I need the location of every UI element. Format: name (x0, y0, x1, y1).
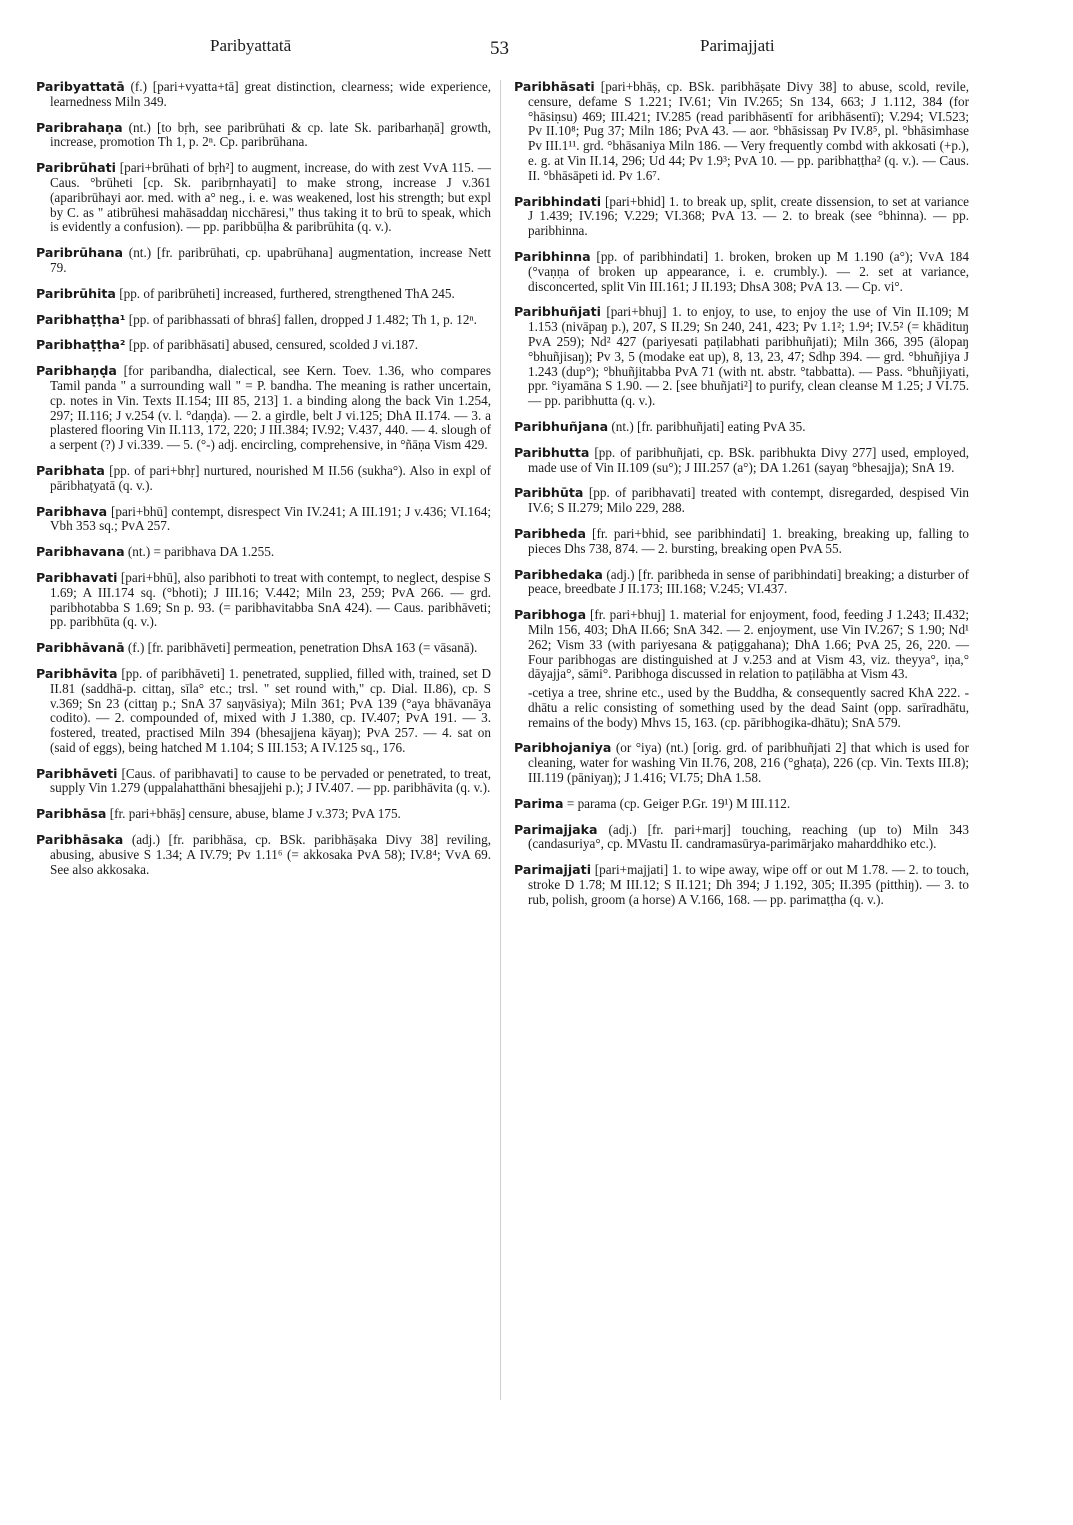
entry-body: [pp. of paribhavati] treated with contempt, disregarded, despised Vin IV.6; S II.279; Milo 229, 288. (528, 485, 969, 516)
entry-headword: Paribyattatā (36, 79, 125, 94)
entry-body: (f.) [fr. paribhāveti] permeation, penetration DhsA 163 (= vāsanā). (124, 640, 478, 656)
dictionary-entry (36, 80, 491, 110)
entry-headword: Paribhuñjati (514, 304, 601, 320)
entry-body: [for paribandha, dialectical, see Kern. Toev. 1.36, who compares Tamil panda " a surrounding wall " = P. bandha. The meaning is rather uncertain, cp. notes in Vin. Texts II.154; III 85, 213] 1. a binding along the back Vin 1.254, 297; II.116; J v.254 (v. l. °daṇḍa). — 2. a girdle, belt J vi.125; DhA II.174. — 3. a plastered flooring Vin II.113, 172, 220; J III.384; IV.92; V.437, 440. — 4. slough of a serpent (?) J vi.339. — 5. (°-) adj. encircling, comprehensive, in °ñāṇa Vism 429. (50, 363, 491, 453)
entry-body: (adj.) [fr. paribheda in sense of paribhindati] breaking; a disturber of peace, breedbate J II.173; III.168; V.245; VI.437. (528, 566, 969, 597)
dictionary-entry (514, 863, 969, 907)
dictionary-entry (514, 250, 969, 294)
entry-body: (or °iya) (nt.) [orig. grd. of paribhuñjati 2] that which is used for cleaning, water for washing Vin II.76, 208, 216 (°ghaṭa), 226 (cp. Vin. Texts III.8); III.119 (pāniyaŋ); J 1.416; VI.75; DhA 1.58. (528, 740, 969, 786)
entry-headword: Paribhāvita (36, 665, 118, 681)
entry-body: [pari+bhū], also paribhoti to treat with contempt, to neglect, despise S 1.69; A III.174 sq. (°bhoti); J III.16; V.442; Miln 23, 259; PvA 266. — grd. paribhotabba S 1.69; Sn p. 93. (= paribhavitabba SnA 424). — Caus. paribhāveti; pp. paribhūta (q. v.). (50, 569, 491, 630)
dictionary-entry (36, 641, 491, 656)
entry-body: [pp. of paribhindati] 1. broken, broken up M 1.190 (a°); VvA 184 (°vaṇṇa of broken up appearance, i. e. crumbly.). — 2. set at variance, disconcerted, split Vin III.161; J II.193; DhsA 308; PvA 13. — Cp. vi°. (528, 248, 969, 294)
entry-headword: Paribhāveti (36, 765, 118, 781)
dictionary-entry (514, 305, 969, 409)
entry-body: [pp. of paribhuñjati, cp. BSk. paribhukta Divy 277] used, employed, made use of Vin II.109 (su°); J III.257 (a°); DA 1.261 (sayaŋ °bhesajja); SnA 19. (528, 444, 969, 475)
entry-body: [Caus. of paribhavati] to cause to be pervaded or penetrated, to treat, supply Vin 1.279 (uppalahatthāni bhesajjehi p.); J IV.407. — pp. paribhāvita (q. v.). (50, 765, 491, 796)
dictionary-entry (36, 313, 491, 328)
right-column (514, 80, 969, 919)
entry-headword: Paribhata (36, 462, 105, 478)
entry-body: [pari+bhuj] 1. to enjoy, to use, to enjoy the use of Vin II.109; M 1.153 (nivāpaŋ p.), 207, S II.29; Sn 240, 241, 423; Pv 1.1²; 1.9⁴; IV.5² (= khādituŋ PvA 259); Nd² 427 (pariyesati paṭilabhati paribhuñjati); Miln 366, 395 (ālopaŋ °bhuñjisaŋ); Pv 3, 5 (modake eat up), 8, 13, 23, 47; Sdhp 394. — grd. °bhuñjiya J 1.243 (dup°); °bhuñjitabba PvA 71 (with nt. abstr. °tabbatta). — Pass. °bhuñjiyati, ppr. °iyamāna S 1.90. — 2. [see bhuñjati²] to purify, clean cleanse M 1.25; J VI.75. — pp. paribhutta (q. v.). (528, 304, 969, 409)
dictionary-entry (514, 195, 969, 239)
entry-headword: Parimajjaka (514, 821, 598, 837)
entry-body: = parama (cp. Geiger P.Gr. 19¹) M III.112. (563, 795, 791, 811)
entry-headword: Paribhuñjana (514, 418, 609, 434)
page-number: 53 (490, 38, 509, 59)
dictionary-entry (36, 545, 491, 560)
dictionary-entry (36, 505, 491, 535)
entry-headword: Paribrahaṇa (36, 119, 123, 135)
dictionary-entry (514, 797, 969, 812)
entry-body: (nt.) [fr. paribrūhati, cp. upabrūhana] augmentation, increase Nett 79. (50, 245, 491, 275)
entry-body: -cetiya a tree, shrine etc., used by the Buddha, & consequently sacred KhA 222. -dhātu a relic consisting of something used by the dead Saint (opp. sarīradhātu, remains of the body) Mhvs 15, 163. (cp. pāribhogika-dhātu); SnA 579. (528, 685, 969, 730)
dictionary-entry (514, 741, 969, 785)
entry-headword: Parima (514, 795, 564, 811)
entry-headword: Paribhinna (514, 248, 591, 264)
entry-headword: Paribhojaniya (514, 740, 612, 756)
entry-headword: Paribrūhati (36, 160, 116, 176)
dictionary-entry (514, 420, 969, 435)
left-running-head: Paribyattatā (210, 36, 292, 55)
entry-headword: Paribhaṭṭha¹ (36, 311, 126, 327)
dictionary-entry (36, 121, 491, 151)
entry-headword: Paribhāsa (36, 806, 107, 822)
dictionary-entry (36, 464, 491, 494)
dictionary-entry (514, 823, 969, 853)
entry-headword: Paribrūhana (36, 245, 124, 261)
entry-body: [pari+bhū] contempt, disrespect Vin IV.241; A III.191; J v.436; VI.164; Vbh 353 sq.; PvA 257. (50, 503, 491, 534)
dictionary-entry (36, 246, 491, 276)
left-column (36, 80, 491, 888)
entry-headword: Paribhaṭṭha² (36, 337, 126, 353)
entry-body: [pp. of paribhāveti] 1. penetrated, supplied, filled with, trained, set D II.81 (saddhā-p. cittaŋ, sīla° etc.; trsl. " set round with," cp. Dial. II.86), cp. S v.369; Sn 23 (cittaŋ p.; SnA 37 saŋvāsiya); Miln 361; PvA 139 (°aya bhāvanāya codito). — 2. compounded of, mixed with J 1.380, cp. IV.407; PvA 191. — 3. fostered, treated, practised Miln 394 (bhesajjena kāyaŋ); PvA 257. — 4. sat on (said of eggs), being hatched M 1.104; S III.153; A IV.125 sq., 176. (50, 665, 491, 755)
entry-headword: Paribrūhita (36, 285, 116, 301)
dictionary-entry (36, 767, 491, 797)
entry-headword: Paribhaṇḍa (36, 363, 117, 379)
dictionary-entry (514, 446, 969, 476)
entry-body: [fr. pari+bhuj] 1. material for enjoyment, food, feeding J 1.243; II.432; Miln 156, 403; DhA II.66; SnA 342. — 2. enjoyment, use Vin IV.267; S 1.90; Nd¹ 262; Vism 33 (with pariyesana & paṭiggahana); DhA 1.66; PvA 25, 26, 220. — Four paribhogas are distinguished at J v.253 and at Vism 43, viz. theyya°, iṇa,° dāyajja°, sāmi°. Paribhoga discussed in relation to paṭilābha at Vism 43. (528, 607, 969, 682)
entry-body: (nt.) = paribhava DA 1.255. (124, 544, 275, 560)
entry-body: [pari+bhid] 1. to break up, split, create dissension, to set at variance J 1.439; IV.196; V.229; VI.368; PvA 13. — 2. to break (see °bhinna). — pp. paribhinna. (528, 193, 969, 239)
entry-headword: Paribhoga (514, 607, 587, 623)
dictionary-entry (514, 568, 969, 598)
entry-body: (nt.) [fr. paribhuñjati] eating PvA 35. (608, 418, 806, 434)
right-running-head: Parimajjati (700, 36, 775, 55)
dictionary-entry (36, 833, 491, 877)
dictionary-entry (36, 287, 491, 302)
entry-body: [pari+majjati] 1. to wipe away, wipe off or out M 1.78. — 2. to touch, stroke D 1.78; M III.12; S II.121; Dh 394; J 1.192, 305; II.395 (pitthiŋ). — 3. to rub, polish, groom (a horse) A V.166, 168. — pp. parimaṭṭha (q. v.). (528, 862, 969, 907)
entry-body: (nt.) [to bṛh, see paribrūhati & cp. late Sk. paribarhaṇā] growth, increase, promotion Th 1, p. 2ⁿ. Cp. paribrūhana. (50, 119, 491, 150)
entry-headword: Paribhāvanā (36, 640, 125, 656)
column-divider (500, 80, 501, 1400)
entry-body: (f.) [pari+vyatta+tā] great distinction, clearness; wide experience, learnedness Miln 349. (50, 79, 491, 109)
entry-headword: Paribhindati (514, 193, 602, 209)
entry-body: [pp. of paribrūheti] increased, furthered, strengthened ThA 245. (115, 285, 455, 301)
entry-headword: Paribhāsati (514, 79, 595, 94)
entry-headword: Paribhāsaka (36, 832, 124, 848)
entry-headword: Paribhutta (514, 444, 590, 460)
dictionary-entry (36, 571, 491, 630)
entry-headword: Paribhavana (36, 544, 125, 560)
entry-headword: Paribhedaka (514, 566, 603, 582)
entry-headword: Paribhava (36, 503, 108, 519)
dictionary-entry (514, 527, 969, 557)
dictionary-entry (36, 807, 491, 822)
entry-body: [pari+bhāṣ, cp. BSk. paribhāṣate Divy 38] to abuse, scold, revile, censure, defame S 1.221; IV.61; Vin IV.265; Sn 134, 663; J 1.112, 384 (for °hāsiṇsu) 469; III.421; IV.285 (read paribhāsentī for aribhāsentī); V.294; VI.523; Pv II.10⁸; Pug 37; Miln 186; PvA 43. — aor. °bhāsissaŋ Pv IV.8⁵, pl. °bhāsimhase Pv III.1¹¹. grd. °bhāsaniya Miln 186. — Very frequently combd with akkosati (+p.), e. g. at Vin II.14, 296; Ud 44; Pv 1.9³; PvA 10. — pp. paribhaṭṭha² (q. v.). — Caus. II. °bhāsāpeti id. Pv 1.6⁷. (528, 79, 969, 183)
entry-headword: Paribhūta (514, 485, 584, 501)
entry-body: [pp. of pari+bhṛ] nurtured, nourished M II.56 (sukha°). Also in expl of pāribhaṭyatā (q. v.). (50, 462, 491, 493)
entry-body: [fr. pari+bhāṣ] censure, abuse, blame J v.373; PvA 175. (106, 806, 401, 822)
entry-body: (adj.) [fr. pari+marj] touching, reaching (up to) Miln 343 (candasuriya°, cp. MVastu II. candramasūrya-parimārjako maharddhiko etc.). (528, 821, 969, 852)
page-header (0, 36, 1073, 66)
entry-body: [fr. pari+bhid, see paribhindati] 1. breaking, breaking up, falling to pieces Dhs 738, 874. — 2. bursting, breaking open PvA 55. (528, 525, 969, 556)
entry-headword: Paribhavati (36, 569, 118, 585)
entry-headword: Parimajjati (514, 862, 592, 878)
dictionary-entry (36, 338, 491, 353)
entry-headword: Paribheda (514, 525, 586, 541)
dictionary-entry (36, 161, 491, 235)
dictionary-subentry (514, 686, 969, 730)
entry-body: (adj.) [fr. paribhāsa, cp. BSk. paribhāṣaka Divy 38] reviling, abusing, abusive S 1.34; A IV.79; Pv 1.11⁶ (= akkosaka PvA 58); IV.8⁴; VvA 69. See also akkosaka. (50, 832, 491, 877)
entry-body: [pari+brūhati of bṛh²] to augment, increase, do with zest VvA 115. — Caus. °brūheti [cp. Sk. paribṛnhayati] to make strong, increase J v.361 (aparibrūhayi aor. med. with a° neg., i. e. was weakened, lost his strength; but expl by C. as " atibrūhesi mahāsaddaŋ nicchāresi," thus taking it to brū to speak, which is evidently a confusion). — pp. paribbūḷha & paribrūhita (q. v.). (50, 160, 491, 235)
dictionary-entry (36, 364, 491, 453)
dictionary-entry (514, 80, 969, 184)
entry-body: [pp. of paribhassati of bhraś] fallen, dropped J 1.482; Th 1, p. 12ⁿ. (125, 311, 477, 327)
dictionary-entry (36, 667, 491, 756)
dictionary-entry (514, 486, 969, 516)
dictionary-entry (514, 608, 969, 682)
entry-body: [pp. of paribhāsati] abused, censured, scolded J vi.187. (125, 337, 419, 353)
